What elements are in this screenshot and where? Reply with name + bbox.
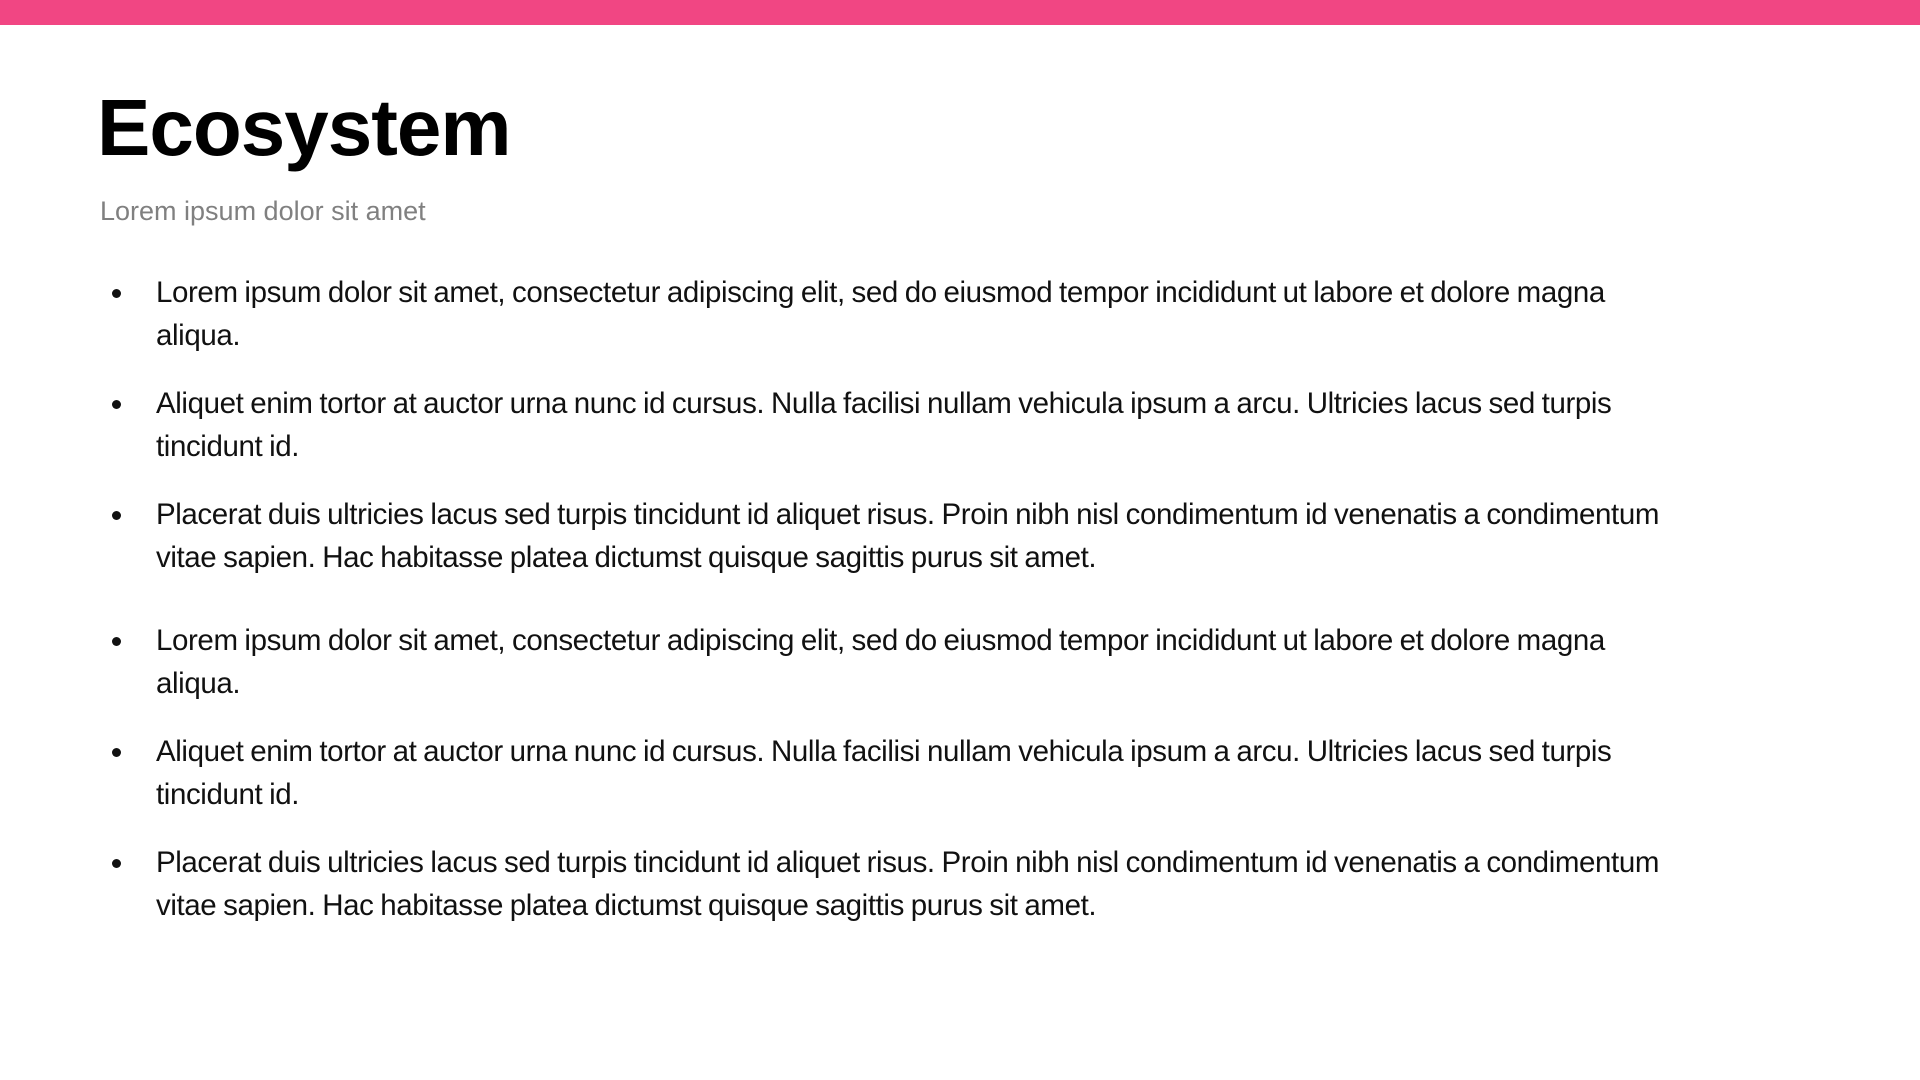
bullet-item xyxy=(100,271,1690,357)
slide-title: Ecosystem xyxy=(97,83,511,172)
bullet-dot-icon xyxy=(112,400,121,409)
bullet-item xyxy=(100,730,1690,816)
slide-subtitle: Lorem ipsum dolor sit amet xyxy=(100,196,426,226)
bullet-text: Aliquet enim tortor at auctor urna nunc id cursus. Nulla facilisi nullam vehicula ipsum a arcu. Ultricies lacus sed turpis tincidunt id. xyxy=(156,735,1612,811)
bullet-text: Placerat duis ultricies lacus sed turpis tincidunt id aliquet risus. Proin nibh nisl condimentum id venenatis a condimentum vitae sapien. Hac habitasse platea dictumst quisque sagittis purus sit amet. xyxy=(156,498,1660,574)
bullet-list-2 xyxy=(100,619,1690,952)
bullet-text: Lorem ipsum dolor sit amet, consectetur adipiscing elit, sed do eiusmod tempor incididunt ut labore et dolore magna aliqua. xyxy=(156,276,1605,352)
bullet-text: Aliquet enim tortor at auctor urna nunc id cursus. Nulla facilisi nullam vehicula ipsum a arcu. Ultricies lacus sed turpis tincidunt id. xyxy=(156,387,1612,463)
bullet-text: Placerat duis ultricies lacus sed turpis tincidunt id aliquet risus. Proin nibh nisl condimentum id venenatis a condimentum vitae sapien. Hac habitasse platea dictumst quisque sagittis purus sit amet. xyxy=(156,846,1660,922)
bullet-item xyxy=(100,841,1690,927)
bullet-dot-icon xyxy=(112,511,121,520)
bullet-dot-icon xyxy=(112,637,121,646)
bullet-list-1 xyxy=(100,271,1690,604)
accent-bar xyxy=(0,0,1920,25)
bullet-item xyxy=(100,619,1690,705)
bullet-dot-icon xyxy=(112,289,121,298)
bullet-text: Lorem ipsum dolor sit amet, consectetur adipiscing elit, sed do eiusmod tempor incididunt ut labore et dolore magna aliqua. xyxy=(156,624,1605,700)
bullet-item xyxy=(100,493,1690,579)
bullet-dot-icon xyxy=(112,748,121,757)
bullet-item xyxy=(100,382,1690,468)
bullet-dot-icon xyxy=(112,859,121,868)
